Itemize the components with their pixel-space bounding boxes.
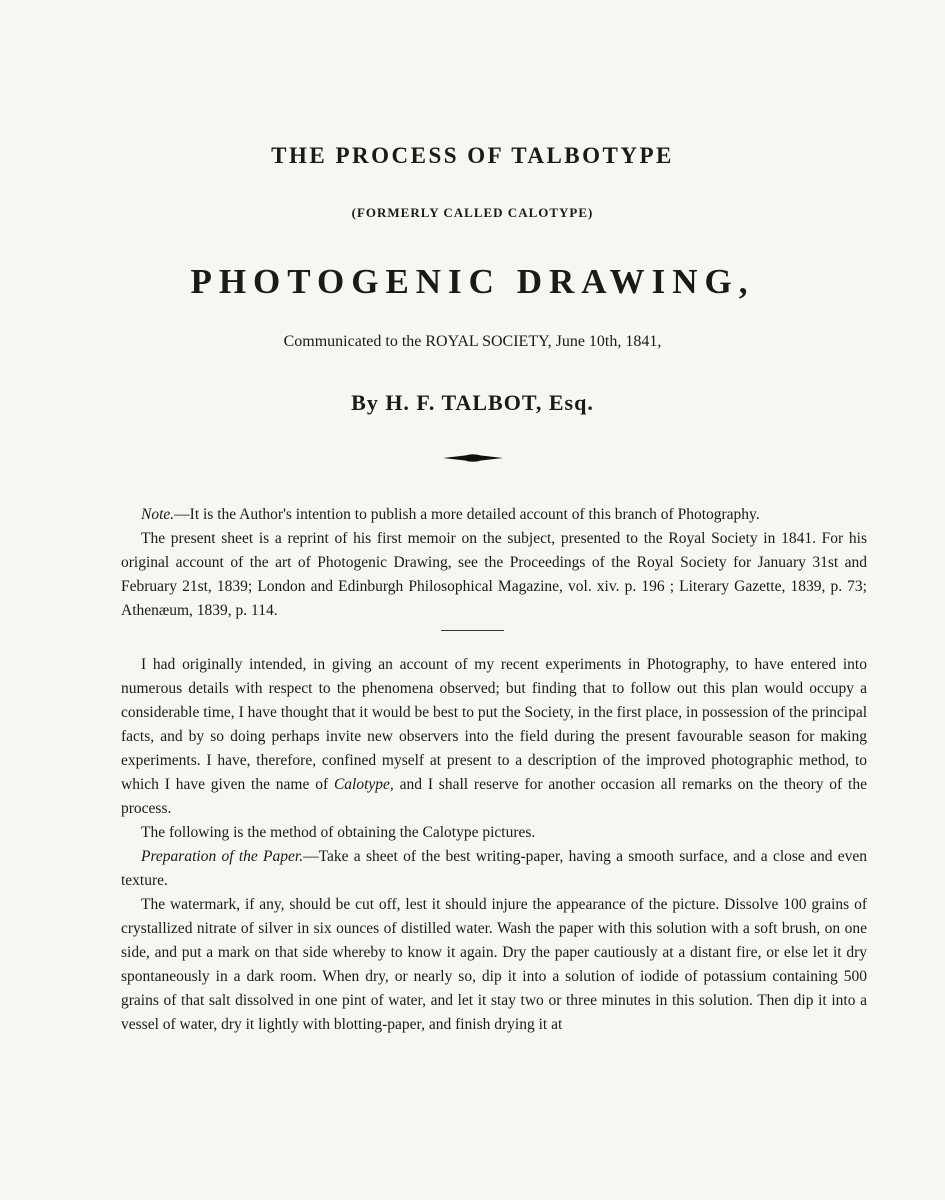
paragraph-4: The watermark, if any, should be cut off, lest it should injure the appearance of the picture. Dissolve 100 grains of crystallized nitrate of silver in six ounces of distilled water. Wash the paper with this solution with a soft brush, on one side, and put a mark on that side whereby to know it again. Dry the paper cautiously at a distant fire, or else let it dry spontaneously in a dark room. When dry, or nearly so, dip it into a solution of iodide of potassium containing 500 grains of that salt dissolved in one pint of water, and let it stay two or three minutes in this solution. Then dip it into a vessel of water, dry it lightly with blotting-paper, and finish drying it at (121, 896, 867, 1033)
body-text (121, 653, 867, 1037)
section-rule (441, 630, 504, 631)
ornament-divider (443, 452, 503, 464)
note-text: The present sheet is a reprint of his first memoir on the subject, presented to the Royal Society in 1841. For his original account of the art of Photogenic Drawing, see the Proceedings of the Royal Society for January 31st and February 21st, 1839; London and Edinburgh Philosophical Magazine, vol. xiv. p. 196 ; Literary Gazette, 1839, p. 73; Athenæum, 1839, p. 114. (121, 530, 867, 619)
paragraph-1-part-a: I had originally intended, in giving an account of my recent experiments in Photography, to have entered into numerous details with respect to the phenomena observed; but finding that to follow out this plan would occupy a considerable time, I have thought that it would be best to put the Society, in the first place, in possession of the principal facts, and by so doing perhaps invite new observers into the field during the present favourable season for making experiments. I have, therefore, confined myself at present to a description of the improved photographic method, to which I have given the name of (121, 656, 867, 793)
communicated-line: Communicated to the ROYAL SOCIETY, June 10th, 1841, (283, 333, 662, 350)
calotype-term: Calotype, (333, 776, 394, 793)
paragraph-2: The following is the method of obtaining the Calotype pictures. (141, 824, 536, 841)
note-lead: —It is the Author's intention to publish a more detailed account of this branch of Photography. (174, 506, 760, 523)
paragraph-1-part-b: and I shall reserve for another occasion all remarks on the theory of the process. (121, 776, 867, 817)
document-subtitle: (FORMERLY CALLED CALOTYPE) (351, 205, 594, 220)
paragraph-1 (121, 653, 867, 821)
note-label: Note. (141, 506, 175, 523)
paragraph-3 (121, 845, 867, 893)
main-title: PHOTOGENIC DRAWING, (190, 262, 755, 301)
paragraph-3-text: —Take a sheet of the best writing-paper, having a smooth surface, and a close and even texture. (121, 848, 868, 889)
document-title: THE PROCESS OF TALBOTYPE (271, 143, 674, 168)
author-note (121, 503, 867, 623)
author-line: By H. F. TALBOT, Esq. (351, 390, 594, 415)
note-intro (121, 503, 867, 527)
preparation-label: Preparation of the Paper. (141, 848, 304, 865)
